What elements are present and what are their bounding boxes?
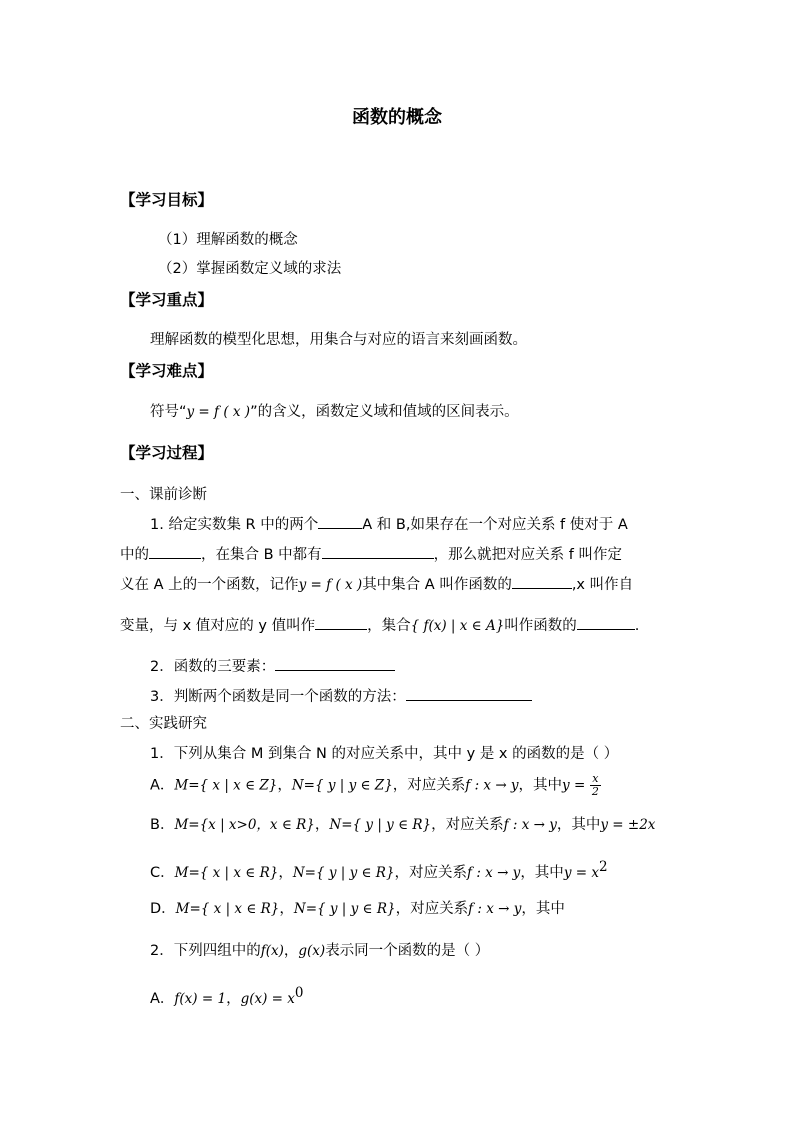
q1-text-4a: 变量，与 x 值对应的 y 值叫作 bbox=[120, 618, 316, 634]
q1-text-2a: 中的 bbox=[120, 547, 149, 563]
q1-text-3c: ,x 叫作自 bbox=[571, 577, 634, 593]
q1-text-2c: ，那么就把对应关系 f 叫作定 bbox=[433, 547, 622, 563]
goal-2: （2）掌握函数定义域的求法 bbox=[158, 261, 342, 277]
difficulty-pre: 符号“ bbox=[150, 404, 187, 420]
q1-expr-3: y = f ( x ) bbox=[298, 577, 363, 593]
blank-field[interactable] bbox=[512, 574, 572, 589]
option-label: A． bbox=[150, 777, 175, 794]
comma: ， bbox=[226, 990, 241, 1007]
p2-post: 表示同一个函数的是（ ） bbox=[325, 943, 490, 959]
p2-g: g(x) bbox=[298, 943, 326, 959]
fraction-denominator: 2 bbox=[591, 785, 599, 798]
option-label: A． bbox=[150, 990, 175, 1007]
q1-text-2b: ，在集合 B 中都有 bbox=[201, 547, 322, 563]
q1-text-3a: 义在 A 上的一个函数，记作 bbox=[120, 577, 299, 593]
q3-text: 3．判断两个函数是同一个函数的方法： bbox=[150, 689, 406, 705]
relation-text: ，对应关系 bbox=[394, 864, 468, 881]
comma: ， bbox=[314, 817, 330, 833]
exponent: 2 bbox=[598, 859, 608, 875]
option-label: D． bbox=[150, 901, 176, 917]
q3-line bbox=[150, 686, 532, 707]
option-b[interactable] bbox=[150, 815, 655, 835]
part2-heading: 二、实践研究 bbox=[120, 716, 207, 732]
option-a[interactable] bbox=[150, 773, 601, 798]
page-title: 函数的概念 bbox=[352, 107, 442, 128]
part1-heading: 一、课前诊断 bbox=[120, 487, 207, 503]
blank-field[interactable] bbox=[318, 514, 362, 529]
q1-line-2 bbox=[120, 544, 622, 565]
q1-line-3 bbox=[120, 574, 633, 595]
g-expr: g(x) = x bbox=[240, 990, 295, 1007]
q1-text-4c: 叫作函数的 bbox=[504, 618, 577, 634]
comma: ， bbox=[279, 901, 294, 917]
set-m: M={ x | x ∈ Z} bbox=[174, 777, 278, 794]
q1-text-1b: A 和 B,如果存在一个对应关系 f 使对于 A bbox=[362, 517, 628, 533]
relation-expr: f : x → y bbox=[468, 901, 522, 917]
option-label: C． bbox=[150, 864, 175, 881]
p2-f: f(x) bbox=[260, 943, 284, 959]
p2-question bbox=[150, 941, 489, 961]
p1-question: 1．下列从集合 M 到集合 N 的对应关系中，其中 y 是 x 的函数的是（ ） bbox=[150, 746, 619, 762]
set-m: M={ x | x ∈ R} bbox=[175, 901, 280, 917]
p2-mid: ， bbox=[283, 943, 299, 959]
key-heading: 【学习重点】 bbox=[120, 291, 214, 309]
set-m: M={ x | x ∈ R} bbox=[174, 864, 279, 881]
relation-expr: f : x → y bbox=[465, 777, 519, 794]
goals-heading: 【学习目标】 bbox=[120, 191, 214, 209]
where-text: ，其中 bbox=[520, 864, 564, 881]
q1-text-4d: . bbox=[634, 618, 640, 634]
q1-line-4 bbox=[120, 615, 639, 636]
p2-pre: 2．下列四组中的 bbox=[150, 943, 261, 959]
difficulty-heading: 【学习难点】 bbox=[120, 362, 214, 380]
where-text: ，其中 bbox=[521, 901, 565, 917]
p2-option-a[interactable] bbox=[150, 983, 303, 1009]
set-n: N={ y | y ∈ R} bbox=[329, 817, 432, 833]
relation-expr: f : x → y bbox=[503, 817, 557, 833]
set-m: M={x | x>0，x ∈ R} bbox=[174, 817, 315, 833]
function-expr: y = x bbox=[563, 864, 599, 881]
comma: ， bbox=[278, 864, 293, 881]
key-text: 理解函数的模型化思想，用集合与对应的语言来刻画函数。 bbox=[150, 332, 527, 348]
blank-field[interactable] bbox=[275, 656, 395, 671]
process-heading: 【学习过程】 bbox=[120, 444, 214, 462]
where-text: ，其中 bbox=[518, 777, 563, 794]
q1-text-3b: 其中集合 A 叫作函数的 bbox=[362, 577, 512, 593]
blank-field[interactable] bbox=[149, 544, 201, 559]
relation-text: ，对应关系 bbox=[395, 901, 469, 917]
set-n: N={ y | y ∈ R} bbox=[293, 901, 396, 917]
option-d[interactable] bbox=[150, 899, 565, 919]
option-label: B． bbox=[150, 817, 175, 833]
relation-text: ，对应关系 bbox=[431, 817, 504, 833]
blank-field[interactable] bbox=[406, 686, 532, 701]
relation-expr: f : x → y bbox=[467, 864, 521, 881]
f-expr: f(x) = 1 bbox=[174, 990, 227, 1007]
fraction-x-over-2 bbox=[590, 773, 601, 798]
option-c[interactable] bbox=[150, 857, 608, 883]
difficulty-post: ”的含义，函数定义域和值域的区间表示。 bbox=[250, 404, 519, 420]
where-text: ，其中 bbox=[556, 817, 601, 833]
q1-expr-4: { f(x) | x ∈ A} bbox=[410, 618, 505, 634]
q2-line bbox=[150, 656, 395, 677]
blank-field[interactable] bbox=[315, 615, 367, 630]
fraction-numerator: x bbox=[590, 773, 601, 786]
q1-line-1 bbox=[150, 514, 628, 535]
set-n: N={ y | y ∈ R} bbox=[292, 864, 395, 881]
goal-1: （1）理解函数的概念 bbox=[158, 232, 298, 248]
q2-text: 2．函数的三要素： bbox=[150, 659, 276, 675]
difficulty-expr: y = f ( x ) bbox=[186, 404, 251, 420]
difficulty-text bbox=[150, 402, 519, 422]
exponent: 0 bbox=[294, 985, 304, 1001]
q1-text-1a: 1. 给定实数集 R 中的两个 bbox=[150, 517, 319, 533]
blank-field[interactable] bbox=[577, 615, 635, 630]
relation-text: ，对应关系 bbox=[392, 777, 466, 794]
function-expr: y = ±2x bbox=[600, 817, 656, 833]
y-eq: y = bbox=[562, 777, 586, 794]
q1-text-4b: ，集合 bbox=[367, 618, 411, 634]
comma: ， bbox=[277, 777, 292, 794]
blank-field[interactable] bbox=[322, 544, 434, 559]
set-n: N={ y | y ∈ Z} bbox=[291, 777, 393, 794]
